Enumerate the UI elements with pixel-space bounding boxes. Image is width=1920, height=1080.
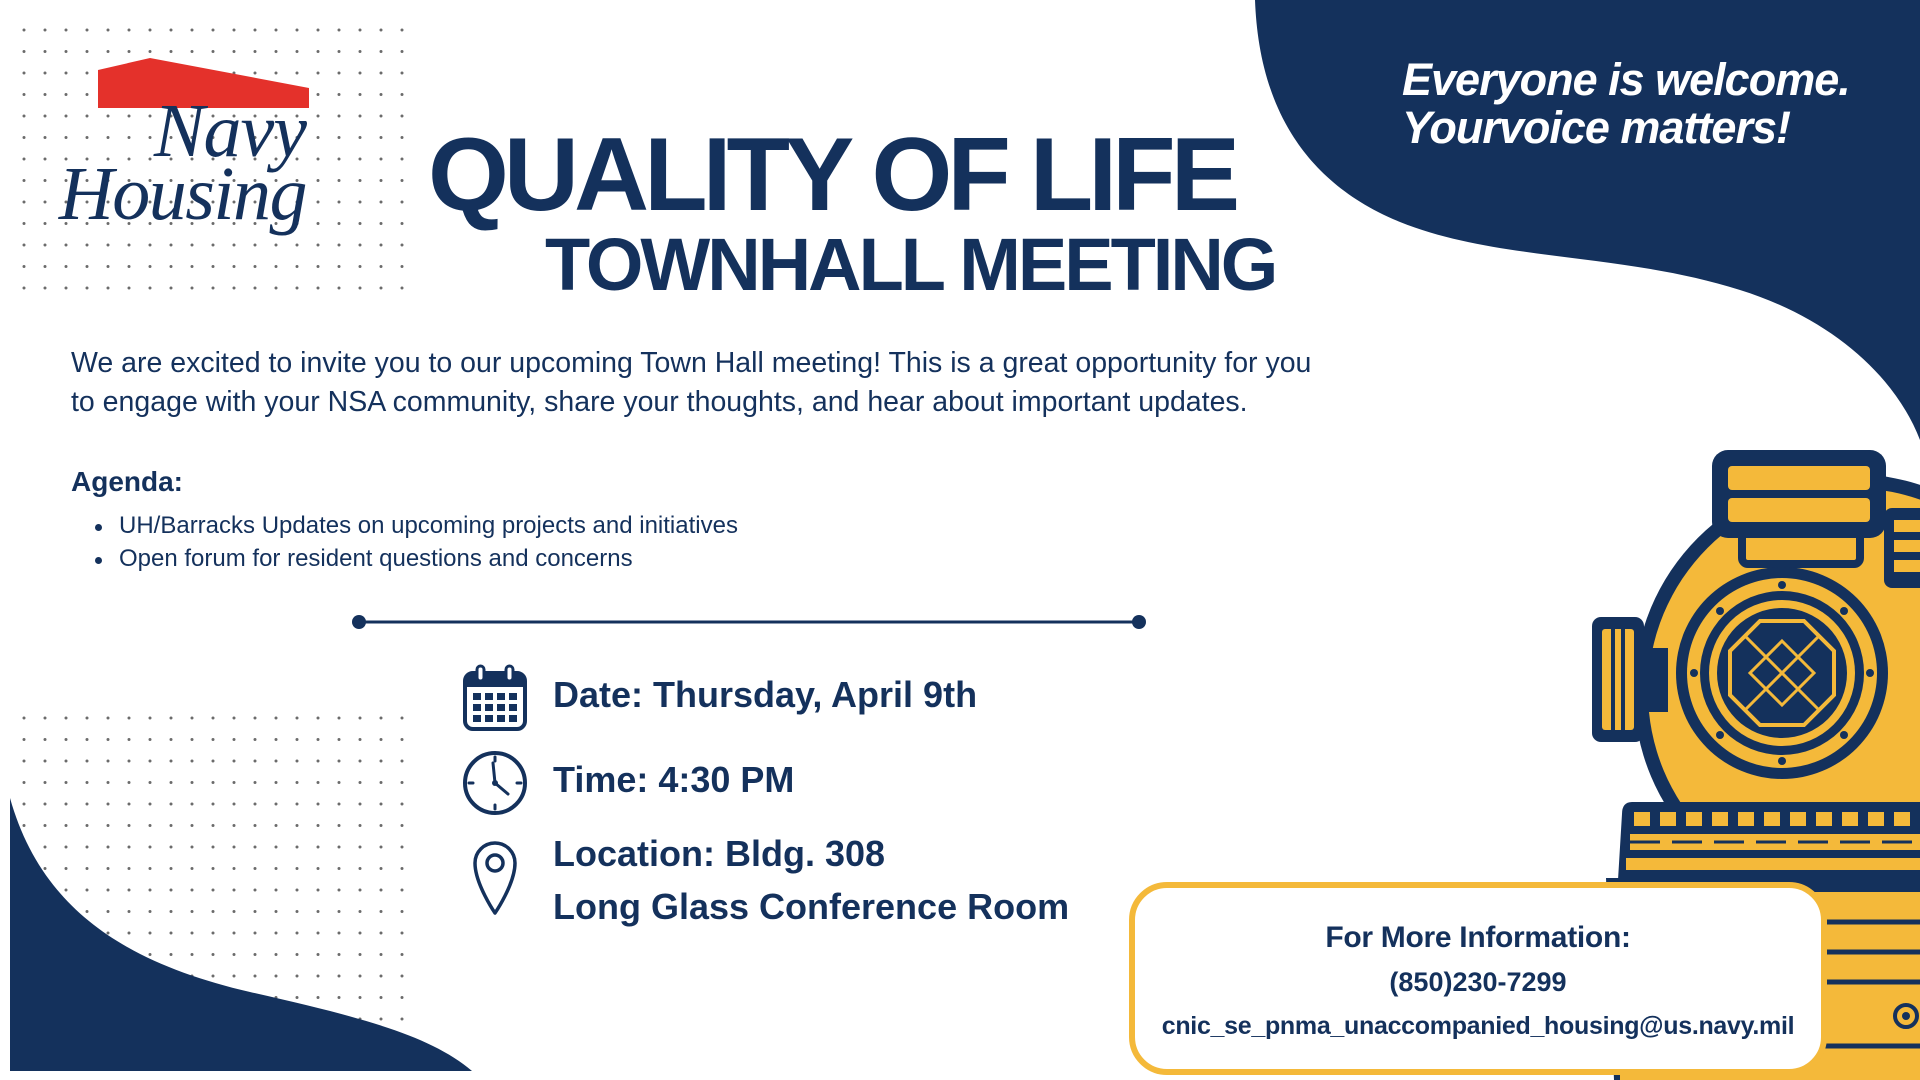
agenda-item [119, 542, 738, 575]
event-date: Date: Thursday, April 9th [553, 674, 978, 715]
agenda-item [119, 509, 738, 542]
agenda-list [119, 509, 738, 575]
agenda-item-text: UH/Barracks Updates on upcoming projects and initiatives [119, 512, 738, 539]
contact-phone: (850)230-7299 [1389, 967, 1567, 997]
page-title: QUALITY OF LIFE [428, 117, 1236, 233]
helmet-collar [1618, 802, 1920, 880]
agenda-item-text: Open forum for resident questions and concerns [119, 545, 633, 572]
intro-paragraph [71, 344, 1311, 422]
intro-line: We are excited to invite you to our upcoming Town Hall meeting! This is a great opportunity for you [71, 347, 1312, 379]
intro-line: to engage with your NSA community, share your thoughts, and hear about important updates. [71, 386, 1248, 418]
calendar-icon [462, 664, 528, 732]
event-location-room: Long Glass Conference Room [553, 886, 1070, 927]
helmet-porthole [1676, 567, 1888, 779]
contact-email: cnic_se_pnma_unaccompanied_housing@us.navy.mil [1161, 1012, 1795, 1040]
tagline-welcome: Everyone is welcome. [1402, 54, 1850, 105]
clock-icon [462, 749, 528, 817]
divider [352, 615, 1146, 629]
event-location: Location: Bldg. 308 [553, 833, 886, 874]
bullet-icon [95, 557, 102, 564]
contact-heading: For More Information: [1325, 921, 1631, 954]
logo-text-navy: Navy [153, 89, 306, 173]
page-subtitle: TOWNHALL MEETING [545, 223, 1276, 306]
bullet-icon [95, 524, 102, 531]
logo-text-housing: Housing [58, 152, 306, 236]
contact-info-box [1129, 882, 1827, 1075]
tagline-voice: Yourvoice matters! [1402, 102, 1790, 153]
event-time: Time: 4:30 PM [553, 759, 795, 800]
location-pin-icon [471, 838, 519, 916]
helmet-top-plate [1712, 450, 1886, 538]
agenda-heading: Agenda: [71, 466, 183, 497]
